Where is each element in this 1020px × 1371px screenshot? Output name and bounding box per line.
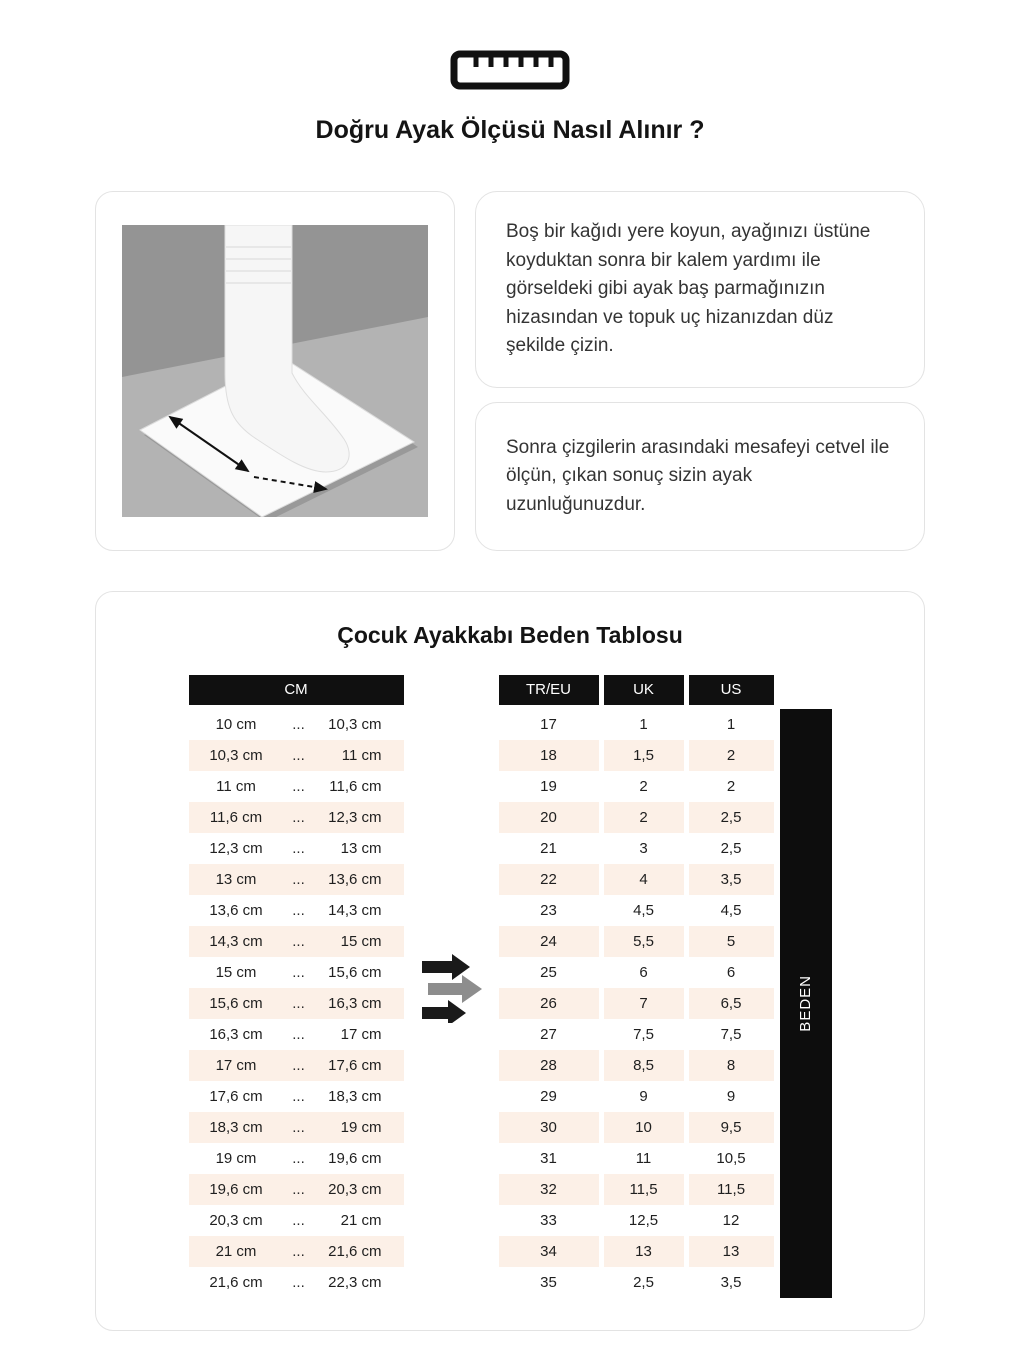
cm-table-row: 17 cm ... 17,6 cm	[189, 1050, 404, 1081]
cm-table-row: 10,3 cm ... 11 cm	[189, 740, 404, 771]
cm-table-row: 11 cm ... 11,6 cm	[189, 771, 404, 802]
foot-measurement-photo	[122, 225, 428, 517]
cm-table-row: 13 cm ... 13,6 cm	[189, 864, 404, 895]
size-table-row: 35 2,5 3,5	[499, 1267, 774, 1298]
size-table-row: 26 7 6,5	[499, 988, 774, 1019]
size-header-us: US	[689, 675, 774, 705]
cm-table-row: 20,3 cm ... 21 cm	[189, 1205, 404, 1236]
cm-table-body	[189, 709, 404, 1298]
size-table-row: 17 1 1	[499, 709, 774, 740]
cm-table-row: 15 cm ... 15,6 cm	[189, 957, 404, 988]
size-table-header	[499, 675, 774, 705]
instruction-text-2: Sonra çizgilerin arasındaki mesafeyi cetvel ile ölçün, çıkan sonuç sizin ayak uzunluğunuzdur.	[506, 436, 890, 515]
transfer-arrows-icon	[404, 675, 499, 1298]
cm-table-row: 19 cm ... 19,6 cm	[189, 1143, 404, 1174]
size-table-row: 20 2 2,5	[499, 802, 774, 833]
size-table-row: 21 3 2,5	[499, 833, 774, 864]
size-header-uk: UK	[604, 675, 684, 705]
cm-table-row: 14,3 cm ... 15 cm	[189, 926, 404, 957]
size-table-row: 28 8,5 8	[499, 1050, 774, 1081]
size-table-row: 30 10 9,5	[499, 1112, 774, 1143]
size-table-body	[499, 709, 774, 1298]
instructions-column	[475, 191, 925, 551]
cm-table-header: CM	[189, 675, 404, 705]
size-table-row: 27 7,5 7,5	[499, 1019, 774, 1050]
size-table-row: 32 11,5 11,5	[499, 1174, 774, 1205]
size-header-treu: TR/EU	[499, 675, 599, 705]
size-table	[499, 675, 774, 1298]
size-table-row: 18 1,5 2	[499, 740, 774, 771]
cm-table-row: 18,3 cm ... 19 cm	[189, 1112, 404, 1143]
photo-card	[95, 191, 455, 551]
cm-table-row: 21 cm ... 21,6 cm	[189, 1236, 404, 1267]
cm-table-row: 12,3 cm ... 13 cm	[189, 833, 404, 864]
page-title: Doğru Ayak Ölçüsü Nasıl Alınır ?	[315, 116, 705, 144]
cm-table-row: 21,6 cm ... 22,3 cm	[189, 1267, 404, 1298]
size-chart-tables	[96, 675, 924, 1298]
instruction-box-1	[475, 191, 925, 388]
cm-table-row: 15,6 cm ... 16,3 cm	[189, 988, 404, 1019]
size-table-row: 25 6 6	[499, 957, 774, 988]
size-table-row: 29 9 9	[499, 1081, 774, 1112]
cm-table-row: 19,6 cm ... 20,3 cm	[189, 1174, 404, 1205]
size-table-row: 23 4,5 4,5	[499, 895, 774, 926]
cm-table	[189, 675, 404, 1298]
size-table-row: 33 12,5 12	[499, 1205, 774, 1236]
cm-table-row: 11,6 cm ... 12,3 cm	[189, 802, 404, 833]
size-table-row: 24 5,5 5	[499, 926, 774, 957]
instruction-text-1: Boş bir kağıdı yere koyun, ayağınızı üstüne koyduktan sonra bir kalem yardımı ile görseldeki gibi ayak baş parmağınızın hizasından ve topuk uç hizanızdan düz şekilde çizin.	[506, 221, 871, 356]
size-table-row: 22 4 3,5	[499, 864, 774, 895]
instruction-box-2	[475, 402, 925, 552]
cm-table-row: 17,6 cm ... 18,3 cm	[189, 1081, 404, 1112]
ruler-icon	[0, 0, 1020, 90]
cm-table-row: 16,3 cm ... 17 cm	[189, 1019, 404, 1050]
beden-bar	[780, 709, 832, 1298]
how-to-section	[95, 191, 925, 551]
size-chart-title: Çocuk Ayakkabı Beden Tablosu	[337, 622, 683, 648]
size-chart-card	[95, 591, 925, 1331]
size-table-row: 31 11 10,5	[499, 1143, 774, 1174]
size-table-row: 34 13 13	[499, 1236, 774, 1267]
cm-table-row: 10 cm ... 10,3 cm	[189, 709, 404, 740]
size-table-row: 19 2 2	[499, 771, 774, 802]
beden-label: BEDEN	[797, 975, 814, 1032]
cm-table-row: 13,6 cm ... 14,3 cm	[189, 895, 404, 926]
